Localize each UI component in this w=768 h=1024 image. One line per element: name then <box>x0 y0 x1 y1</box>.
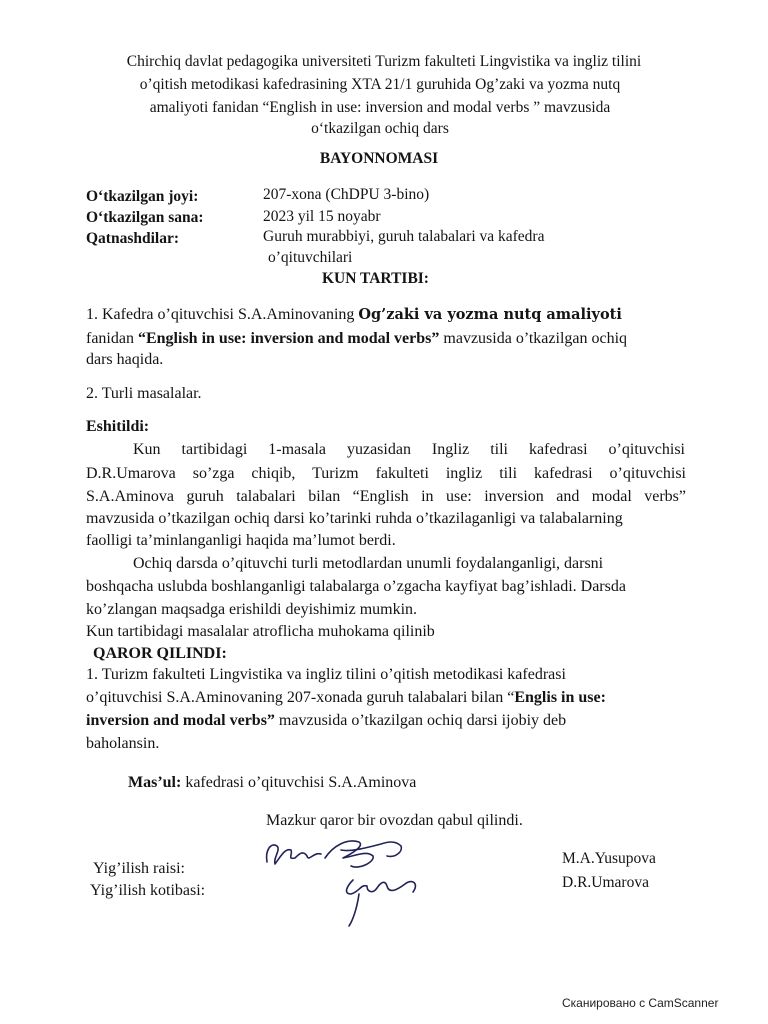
header-line-4: o‘tkazilgan ochiq dars <box>311 120 449 137</box>
decision-topic-end: inversion and modal verbs” <box>86 712 275 729</box>
heard-p1-line-1: Kun tartibidagi 1-masala yuzasidan Ingliz tili kafedrasi o’qituvchisi <box>133 441 685 458</box>
agenda-item-1-topic: “English in use: inversion and modal verbs” <box>137 330 440 347</box>
participants-value: Guruh murabbiyi, guruh talabalari va kafedra <box>263 228 545 245</box>
header-line-1: Chirchiq davlat pedagogika universiteti Turizm fakulteti Lingvistika va ingliz tilini <box>126 53 642 70</box>
participants-label: Qatnashdilar: <box>86 230 180 247</box>
document-title: BAYONNOMASI <box>319 150 439 167</box>
agenda-item-1-subject: Og’zaki va yozma nutq amaliyoti <box>358 306 622 323</box>
heard-p1-line-3: S.A.Aminova guruh talabalari bilan “English in use: inversion and modal verbs” <box>86 488 686 505</box>
agenda-item-1-text: 1. Kafedra o’qituvchisi S.A.Aminovaning <box>86 306 359 323</box>
agenda-item-1-rest: mavzusida o’tkazilgan ochiq <box>439 330 628 347</box>
heard-p2-line-3: ko’zlangan maqsadga erishildi deyishimiz mumkin. <box>86 601 418 618</box>
agenda-item-1 <box>86 306 622 324</box>
secretary-name: D.R.Umarova <box>562 874 649 891</box>
handwritten-signatures <box>255 828 435 938</box>
place-label: O‘tkazilgan joyi: <box>86 188 199 205</box>
secretary-signature-descender <box>349 894 359 926</box>
responsible-label: Mas’ul: <box>128 774 182 791</box>
date-label: O‘tkazilgan sana: <box>86 209 204 226</box>
heard-p2-line-2: boshqacha uslubda boshlanganligi talabalarga o’zgacha kayfiyat bag’ishladi. Darsda <box>86 578 626 595</box>
header-line-3: amaliyoti fanidan “English in use: inversion and modal verbs ” mavzusida <box>149 99 611 116</box>
heard-p3: Kun tartibidagi masalalar atroflicha muhokama qilinib <box>86 623 435 640</box>
place-value: 207-xona (ChDPU 3-bino) <box>263 186 430 203</box>
responsible-value: kafedrasi o’qituvchisi S.A.Aminova <box>181 774 417 791</box>
chair-signature-flourish <box>325 841 373 867</box>
secretary-signature-stroke <box>347 880 416 894</box>
chair-name: M.A.Yusupova <box>562 850 656 867</box>
chair-label: Yig’ilish raisi: <box>93 860 185 877</box>
decision-heading: QAROR QILINDI: <box>93 645 227 662</box>
participants-value-cont: o’qituvchilari <box>268 249 353 266</box>
agenda-item-1-line-3: dars haqida. <box>86 351 164 368</box>
heard-p1-line-5: faolligi ta’minlanganligi haqida ma’lumot berdi. <box>86 532 396 549</box>
decision-line-2-text: o’qituvchisi S.A.Aminovaning 207-xonada guruh talabalari bilan “ <box>86 689 515 706</box>
chair-signature-stroke <box>267 845 321 864</box>
heard-p1-line-2: D.R.Umarova so’zga chiqib, Turizm fakulteti ingliz tili kafedrasi o’qituvchisi <box>86 465 686 482</box>
camscanner-watermark: Сканировано с CamScanner <box>562 996 719 1010</box>
date-value: 2023 yil 15 noyabr <box>263 208 381 225</box>
responsible-line <box>128 774 416 792</box>
heard-heading: Eshitildi: <box>86 418 150 435</box>
agenda-item-2: 2. Turli masalalar. <box>86 385 202 402</box>
decision-line-2 <box>86 689 606 707</box>
approval-text: Mazkur qaror bir ovozdan qabul qilindi. <box>266 812 523 829</box>
agenda-item-1-fanidan: fanidan <box>86 330 138 347</box>
decision-line-3-text: mavzusida o’tkazilgan ochiq darsi ijobiy deb <box>274 712 567 729</box>
agenda-heading: KUN TARTIBI: <box>322 270 429 287</box>
heard-p1-line-4: mavzusida o’tkazilgan ochiq darsi ko’tarinki ruhda o’tkazilaganligi va talabalarning <box>86 510 623 527</box>
agenda-item-1-line-2 <box>86 330 627 348</box>
heard-p2-line-1: Ochiq darsda o’qituvchi turli metodlardan unumli foydalanganligi, darsni <box>133 555 604 572</box>
decision-topic-start: Englis in use: <box>514 689 606 706</box>
secretary-label: Yig’ilish kotibasi: <box>90 882 206 899</box>
header-line-2: o’qitish metodikasi kafedrasining XTA 21/1 guruhida Og’zaki va yozma nutq <box>139 76 621 93</box>
decision-line-4: baholansin. <box>86 735 160 752</box>
decision-line-1: 1. Turizm fakulteti Lingvistika va ingliz tilini o’qitish metodikasi kafedrasi <box>86 666 566 683</box>
decision-line-3 <box>86 712 566 730</box>
